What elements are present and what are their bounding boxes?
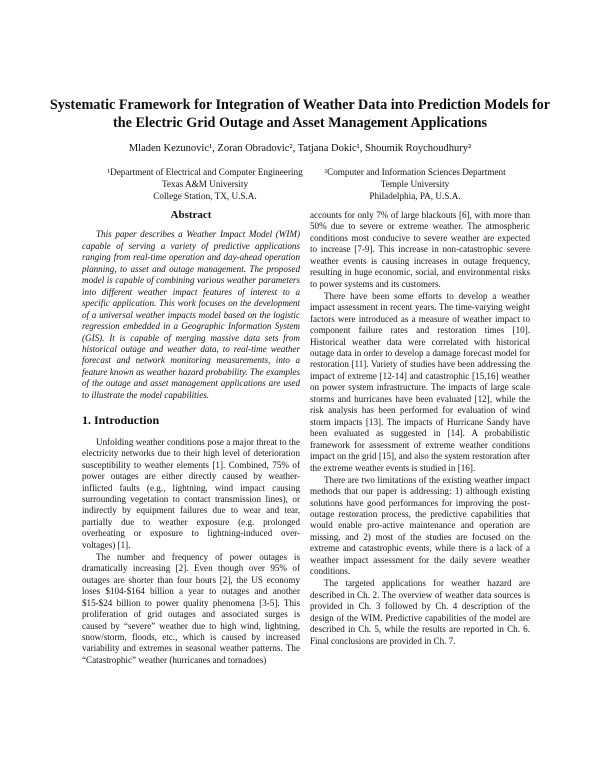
intro-paragraph: The number and frequency of power outages is dramatically increasing [2]. Even though over 95% of outages are shorter than four hours [2], the US economy loses $104-$164 billion a year to outages and another $15-$24 billion to power quality phenomena [3-5]. This proliferation of grid outages and associated surges is caused by “severe” weather due to high wind, lightning, snow/storm, floods, etc., which is caused by increased variability and extremes in seasonal weather patterns. The “Catastrophic” weather (hurricanes and tornadoes) bbox=[82, 551, 300, 665]
affiliation-dept: ²Computer and Information Sciences Department bbox=[324, 167, 506, 177]
left-column bbox=[82, 210, 300, 666]
affiliation-tamu bbox=[90, 166, 320, 202]
section-heading-introduction: 1. Introduction bbox=[82, 413, 160, 428]
paper-authors: Mladen Kezunovic¹, Zoran Obradovic², Tatjana Dokic¹, Shoumik Roychoudhury² bbox=[128, 143, 472, 154]
affiliation-temple bbox=[290, 166, 540, 202]
abstract-body bbox=[82, 229, 300, 401]
affiliation-location: Philadelphia, PA, U.S.A. bbox=[369, 191, 461, 201]
abstract-heading: Abstract bbox=[170, 209, 212, 221]
affiliation-university: Texas A&M University bbox=[161, 179, 249, 189]
right-column bbox=[310, 210, 530, 647]
abstract-text: This paper describes a Weather Impact Model (WIM) capable of serving a variety of predictive applications ranging from real-time operation and day-ahead operation planning, to asset and outage management. The proposed model is capable of combining various weather parameters into different weather impact features of interest to a specific application. This work focuses on the development of a universal weather impacts model based on the logistic regression embedded in a Geographic Information System (GIS). It is capable of merging massive data sets from historical outage and weather data, to real-time weather forecast and network monitoring measurements, into a feature known as weather hazard probability. The examples of the outage and asset management applications are used to illustrate the model capabilities. bbox=[82, 229, 300, 400]
paper-title: Systematic Framework for Integration of Weather Data into Prediction Models for the Electric Grid Outage and Asset Management Applications bbox=[49, 97, 551, 131]
affiliation-location: College Station, TX, U.S.A. bbox=[153, 191, 257, 201]
body-paragraph: There are two limitations of the existing weather impact methods that our paper is addressing: 1) although existing solutions have good performances for improving the post-outage restoration process, the predictive capabilities that would enable pro-active maintenance and operation are missing, and 2) most of the studies are focused on the extreme and catastrophic events, while there is a lack of a weather impact assessment for the daily severe weather conditions. bbox=[310, 474, 530, 577]
body-paragraph: There have been some efforts to develop a weather impact assessment in recent years. The time-varying weight factors were introduced as a measure of weather impact to component failure rates and restoration times [10]. Historical weather data were correlated with historical outage data in order to develop a damage forecast model for restoration [11]. Variety of studies have been addressing the impact of extreme [12-14] and catastrophic [15,16] weather on power system infrastructure. The impacts of large scale storms and hurricanes have been evaluated [12], while the risk analysis has been performed for evaluation of wind storm impacts [13]. The impacts of Hurricane Sandy have been evaluated as suggested in [14]. A probabilistic framework for assessment of extreme weather conditions impact on the grid [15], and also the system restoration after the extreme weather events is studied in [16]. bbox=[310, 290, 530, 473]
affiliation-dept: ¹Department of Electrical and Computer Engineering bbox=[107, 167, 303, 177]
intro-paragraph: Unfolding weather conditions pose a major threat to the electricity networks due to their high level of deterioration susceptibility to weather elements [1]. Combined, 75% of power outages are either directly caused by weather-inflicted faults (e.g., lightning, wind impact causing surrounding vegetation to contact transmission lines), or indirectly by equipment failures due to wear and tear, partially due to weather exposure (e.g. prolonged overheating or exposure to lightning-induced over-voltages) [1]. bbox=[82, 436, 300, 550]
body-paragraph: The targeted applications for weather hazard are described in Ch. 2. The overview of weather data sources is provided in Ch. 3 followed by Ch. 4 description of the design of the WIM. Predictive capabilities of the model are described in Ch. 5, while the results are reported in Ch. 6. Final conclusions are provided in Ch. 7. bbox=[310, 578, 530, 646]
body-paragraph: accounts for only 7% of large blackouts [6], with more than 50% due to severe or extreme weather. The atmospheric conditions most conducive to severe weather are expected to increase [7-9]. This increase in non-catastrophic severe weather events is causing increases in outage frequency, resulting in huge economic, social, and environmental risks to power systems and its customers. bbox=[310, 210, 530, 289]
affiliation-university: Temple University bbox=[380, 179, 450, 189]
